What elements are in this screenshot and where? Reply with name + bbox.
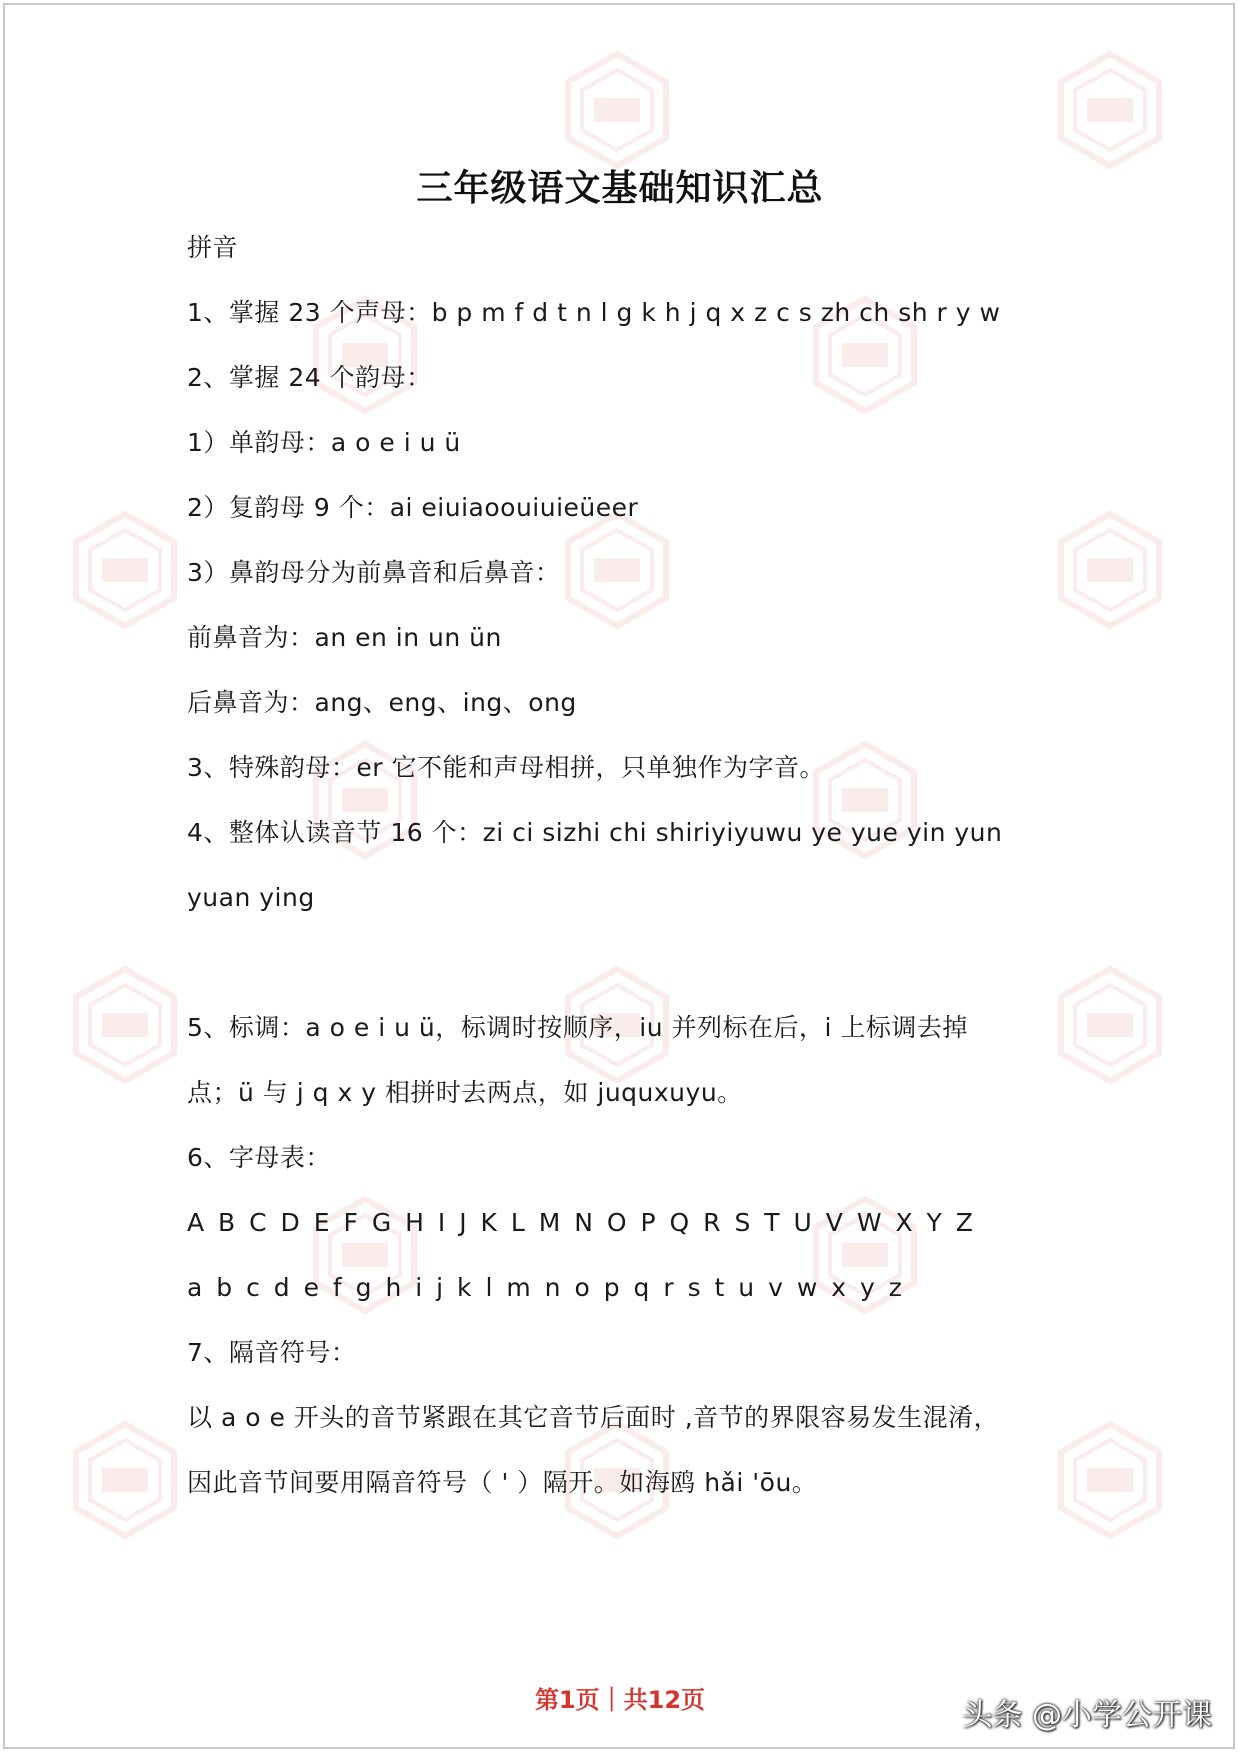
source-credit: 头条 @小学公开课 bbox=[962, 1698, 1212, 1733]
text-line: yuan ying bbox=[187, 883, 315, 912]
page-title: 三年级语文基础知识汇总 bbox=[416, 168, 824, 209]
text-line: 因此音节间要用隔音符号（ ' ）隔开。如海鸥 hǎi 'ōu。 bbox=[187, 1468, 818, 1497]
hexagon-watermark-icon bbox=[1055, 965, 1165, 1085]
hexagon-watermark-icon bbox=[1055, 510, 1165, 630]
text-line: 1）单韵母：a o e i u ü bbox=[187, 428, 461, 457]
text-line: 2、掌握 24 个韵母： bbox=[187, 363, 432, 392]
text-line: 3、特殊韵母：er 它不能和声母相拼，只单独作为字音。 bbox=[187, 753, 826, 782]
text-line: 4、整体认读音节 16 个：zi ci sizhi chi shiriyiyuwu ye yue yin yun bbox=[187, 818, 1003, 847]
text-line: 1、掌握 23 个声母：b p m f d t n l g k h j q x z c s zh ch sh r y w bbox=[187, 298, 1001, 327]
text-line: 6、字母表： bbox=[187, 1143, 331, 1172]
text-line: 5、标调：a o e i u ü，标调时按顺序，iu 并列标在后，i 上标调去掉 bbox=[187, 1013, 968, 1042]
hexagon-watermark-icon bbox=[1055, 50, 1165, 170]
text-line: 2）复韵母 9 个：ai eiuiaoouiuieüeer bbox=[187, 493, 639, 522]
text-line: 前鼻音为：an en in un ün bbox=[187, 623, 502, 652]
hexagon-watermark-icon bbox=[70, 510, 180, 630]
text-line: 以 a o e 开头的音节紧跟在其它音节后面时 ,音节的界限容易发生混淆， bbox=[187, 1403, 1000, 1432]
hexagon-watermark-icon bbox=[70, 1420, 180, 1540]
text-line: 点；ü 与 j q x y 相拼时去两点，如 juquxuyu。 bbox=[187, 1078, 743, 1107]
hexagon-watermark-icon bbox=[562, 510, 672, 630]
hexagon-watermark-icon bbox=[1055, 1420, 1165, 1540]
text-line: 后鼻音为：ang、eng、ing、ong bbox=[187, 688, 577, 717]
alphabet-uppercase: A B C D E F G H I J K L M N O P Q R S T U V W X Y Z bbox=[187, 1208, 976, 1237]
alphabet-lowercase: a b c d e f g h i j k l m n o p q r s t u v w x y z bbox=[187, 1273, 905, 1302]
page-indicator: 第1页｜共12页 bbox=[534, 1686, 706, 1714]
section-heading-pinyin: 拼音 bbox=[187, 233, 239, 262]
hexagon-watermark-icon bbox=[562, 50, 672, 170]
text-line: 3）鼻韵母分为前鼻音和后鼻音： bbox=[187, 558, 561, 587]
text-line: 7、隔音符号： bbox=[187, 1338, 357, 1367]
hexagon-watermark-icon bbox=[70, 965, 180, 1085]
